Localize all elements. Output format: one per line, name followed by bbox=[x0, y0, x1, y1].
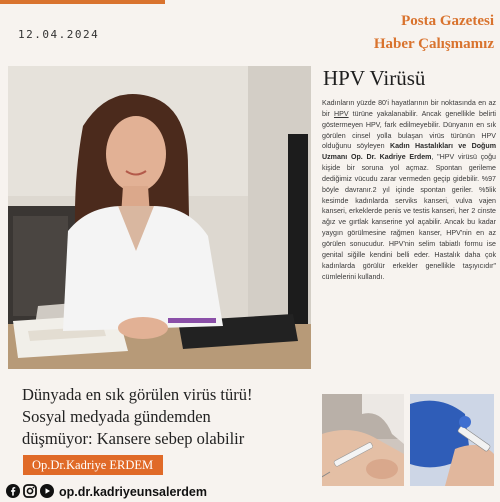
headline bbox=[22, 384, 322, 450]
headline-line: düşmüyor: Kansere sebep olabilir bbox=[22, 429, 245, 448]
doctor-photo bbox=[8, 66, 311, 369]
publication-credit bbox=[374, 10, 494, 56]
body-text: Kadınların yüzde 80'i hayatlarının bir noktasında en az bir bbox=[322, 99, 496, 118]
article-body bbox=[322, 98, 496, 282]
facebook-icon[interactable] bbox=[6, 483, 20, 502]
article-title: HPV Virüsü bbox=[323, 66, 426, 90]
hpv-link[interactable]: HPV bbox=[333, 109, 349, 118]
author-badge: Op.Dr.Kadriye ERDEM bbox=[23, 455, 163, 475]
body-text: türüne yakalanabilir. Ancak genellikle belirti göstermeyen HPV, fark edilmeyebilir. Dünyanın en sık görülen cinsel yolla bulaşan virüs türünün HPV olduğunu söyleyen bbox=[322, 109, 496, 151]
publish-date: 12.04.2024 bbox=[18, 28, 100, 41]
vaccine-photo-1 bbox=[322, 394, 404, 486]
vaccine-photo-2 bbox=[410, 394, 494, 486]
headline-line: Sosyal medyada gündemden bbox=[22, 407, 211, 426]
youtube-icon[interactable] bbox=[40, 483, 54, 502]
body-text: , "HPV virüsü çoğu kişide bir soruna yol açmaz. Spontan gerileme dediğimiz vücudu zarar vermeden geçip gidebilir. %97 böyle davranır.2 yıl içinde spontan geriler. %5lik kesimde kadınlarda serviks kanseri, vulva vajen kanseri, erkeklerde penis ve testis kanseri, her 2 cinste ağız ve gırtlak kanserine yol açabilir. Ancak bu kadar yaygın görülmesine rağmen kanser, HPV'nin en az görülen sonucudur. HPV'nin selim tabiatlı formu ise genital siğille kendini belli eder. Hastalık daha çok kadınlarda görülür erkekler genellikle taşıyıcıdır" cümlelerini kullandı. bbox=[322, 153, 496, 281]
publication-subtitle: Haber Çalışmamız bbox=[373, 36, 494, 52]
instagram-icon[interactable] bbox=[23, 483, 37, 502]
top-accent-bar bbox=[0, 0, 165, 4]
headline-line: Dünyada en sık görülen virüs türü! bbox=[22, 385, 253, 404]
doctor-title: Kadın Hastalıkları ve Doğum Uzmanı Op. Dr. Kadriye Erdem bbox=[322, 142, 496, 162]
social-handle[interactable]: op.dr.kadriyeunsalerdem bbox=[59, 485, 207, 499]
publication-name: Posta Gazetesi bbox=[401, 13, 494, 29]
social-bar bbox=[6, 484, 207, 500]
